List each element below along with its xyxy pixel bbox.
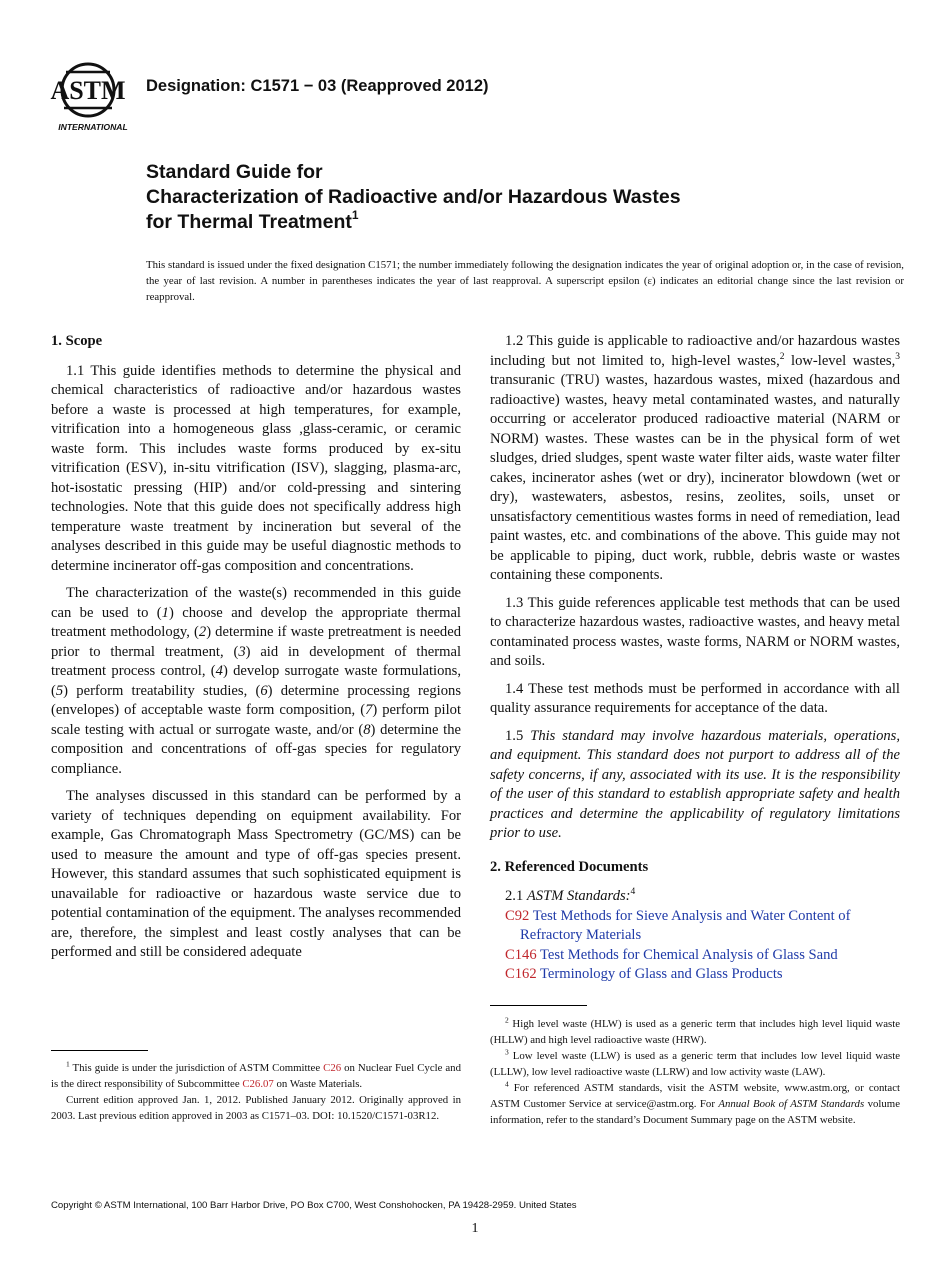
- footnote-divider-right: [490, 1005, 587, 1006]
- footnote-ref-3[interactable]: 3: [895, 351, 900, 362]
- reference-title[interactable]: Test Methods for Sieve Analysis and Water Content of Refractory Materials: [520, 907, 851, 943]
- title-line-2: Characterization of Radioactive and/or Hazardous Wastes: [146, 186, 681, 208]
- title-line-3: for Thermal Treatment$^1$: [146, 207, 359, 233]
- reference-item[interactable]: [490, 907, 900, 946]
- footnote-2: $^2$ High level waste (HLW) is used as a generic term that includes high level liquid waste (HLLW) and high level radioactive waste (HRW).: [490, 1015, 901, 1046]
- paragraph-1-1-uses: The characterization of the waste(s) recommended in this guide can be used to (1) choose and develop the appropriate thermal treatment methodology, (2) determine if waste pretreatment is needed prior to thermal treatment, (3) aid in development of thermal treatment process control, (4) develop surrogate waste formulations, (5) perform treatability studies, (6) determine processing regions (envelopes) of acceptable waste form composition, (7) perform pilot scale testing with actual or surrogate waste, and/or (8) determine the composition and concentrations of off-gas species for regulatory compliance.: [51, 585, 462, 777]
- issuance-note: This standard is issued under the fixed designation C1571; the number immediately following the designation indicates the year of original adoption or, in the case of revision, the year of last revision. A number in parentheses indicates the year of last reapproval. A superscript epsilon (ε) indicates an editorial change since the last revision or reapproval.: [146, 259, 904, 303]
- reference-title[interactable]: Test Methods for Chemical Analysis of Glass Sand: [540, 946, 838, 963]
- paragraph-1-2: 1.2 This guide is applicable to radioactive and/or hazardous wastes including but not limited to, high-level wastes,$^2$ low-level wastes,$^3$ transuranic (TRU) wastes, hazardous wastes, mixed (hazardous and radioactive) wastes, heavy metal contaminated wastes, and naturally occurring or accelerator produced radioactive material (NARM or NORM) wastes. These wastes can be in the physical form of wet sludges, dried sludges, spent waste water filter aids, waste water filter cakes, incinerator ashes (wet or dry), incinerator blowdown (wet or dry), wastewaters, asbestos, resins, zeolites, soils, unset or unsatisfactory cementitious wastes forms in need of remediation, lead paint wastes, etc. and combinations of the above. This guide may not be applicable to piping, duct work, rubble, debris waste or wastes containing these components.: [490, 333, 900, 583]
- reference-title[interactable]: Terminology of Glass and Glass Products: [540, 966, 783, 982]
- paragraph-1-5: 1.5 This standard may involve hazardous materials, operations, and equipment. This standard does not purport to address all of the safety concerns, if any, associated with its use. It is the responsibility of the user of this standard to establish appropriate safety and health practices and determine the applicability of regulatory limitations prior to use.: [490, 727, 901, 841]
- title-line-1: Standard Guide for: [146, 161, 323, 183]
- footnote-ref-4[interactable]: 4: [630, 887, 636, 898]
- svg-text:INTERNATIONAL: INTERNATIONAL: [58, 122, 128, 132]
- copyright-notice: Copyright © ASTM International, 100 Barr Harbor Drive, PO Box C700, West Conshohocken, PA 19428-2959. United States: [51, 1200, 577, 1211]
- right-column: [490, 332, 900, 985]
- subcommittee-link-c2607[interactable]: C26.07: [242, 1078, 274, 1090]
- reference-item[interactable]: [490, 946, 900, 966]
- paragraph-1-1-analyses: The analyses discussed in this standard can be performed by a variety of techniques depending on equipment availability. For example, Gas Chromatograph Mass Spectrometry (GC/MS) can be used to measure the amount and type of off-gas species present. However, this standard assumes that such sophisticated equipment is unavailable for radioactive or hazardous waste service due to potential contamination of the equipment. The analyses recommended are, therefore, the simplest and least costly analyses that can be performed and still be considered adequate: [51, 788, 461, 960]
- reference-item[interactable]: [490, 965, 900, 985]
- svg-text:ASTM: ASTM: [50, 76, 126, 105]
- footnotes-right: [490, 1016, 900, 1128]
- reference-code[interactable]: C92: [505, 907, 530, 924]
- reference-code[interactable]: C146: [505, 946, 537, 963]
- astm-standards-subheading: 2.1 ASTM Standards:$^4$: [505, 887, 636, 904]
- astm-logo: [50, 52, 136, 136]
- footnote-1: $^1$ This guide is under the jurisdiction of ASTM Committee C26 on Nuclear Fuel Cycle and is the direct responsibility of Subcommittee C26.07 on Waste Materials. Current edition approved Jan. 1, 2012. Published January 2012. Originally approved in 2003. Last previous edition approved in 2003 as C1571–03. DOI: 10.1520/C1571-03R12.: [51, 1059, 461, 1122]
- footnote-ref-2[interactable]: 2: [779, 351, 785, 362]
- footnote-divider-left: [51, 1050, 148, 1051]
- reference-code[interactable]: C162: [505, 966, 537, 982]
- footnote-3: $^3$ Low level waste (LLW) is used as a generic term that includes low level liquid waste (LLLW), low level radioactive waste (LLRW) and low activity waste (LAW).: [490, 1047, 900, 1078]
- paragraph-1-4: 1.4 These test methods must be performed in accordance with all quality assurance requirements for acceptance of the data.: [490, 680, 900, 716]
- title-footnote-ref[interactable]: 1: [351, 207, 359, 222]
- paragraph-1-3: 1.3 This guide references applicable test methods that can be used to characterize hazardous wastes, radioactive wastes, and heavy metal contaminated process wastes, waste forms, NARM or NORM wastes, and soils.: [490, 594, 900, 669]
- scope-heading: 1. Scope: [51, 333, 103, 349]
- committee-link-c26[interactable]: C26: [323, 1062, 342, 1074]
- paragraph-1-1: 1.1 This guide identifies methods to determine the physical and chemical characteristics of radioactive and/or hazardous wastes before a waste is processed at high temperatures, for example, vitrification into a homogeneous glass ,glass-ceramic, or ceramic waste form. This includes waste forms produced by ex-situ vitrification (ESV), in-situ vitrification (ISV), slagging, plasma-arc, hot-isostatic pressing (HIP) and/or cold-pressing and sintering technologies. Note that this guide does not specifically address high temperature waste treatment by incineration but several of the analyses described in this guide may be useful diagnostic methods to determine incinerator off-gas composition and concentrations.: [51, 362, 461, 574]
- document-title: [146, 160, 906, 235]
- left-column: [51, 332, 461, 971]
- footnote-4: $^4$ For referenced ASTM standards, visit the ASTM website, www.astm.org, or contact ASTM Customer Service at service@astm.org. For Annual Book of ASTM Standards volume information, refer to the standard’s Document Summary page on the ASTM website.: [490, 1079, 900, 1126]
- referenced-documents-heading: 2. Referenced Documents: [490, 858, 649, 875]
- designation: Designation: C1571 − 03 (Reapproved 2012): [146, 77, 489, 95]
- page-number: 1: [471, 1221, 479, 1236]
